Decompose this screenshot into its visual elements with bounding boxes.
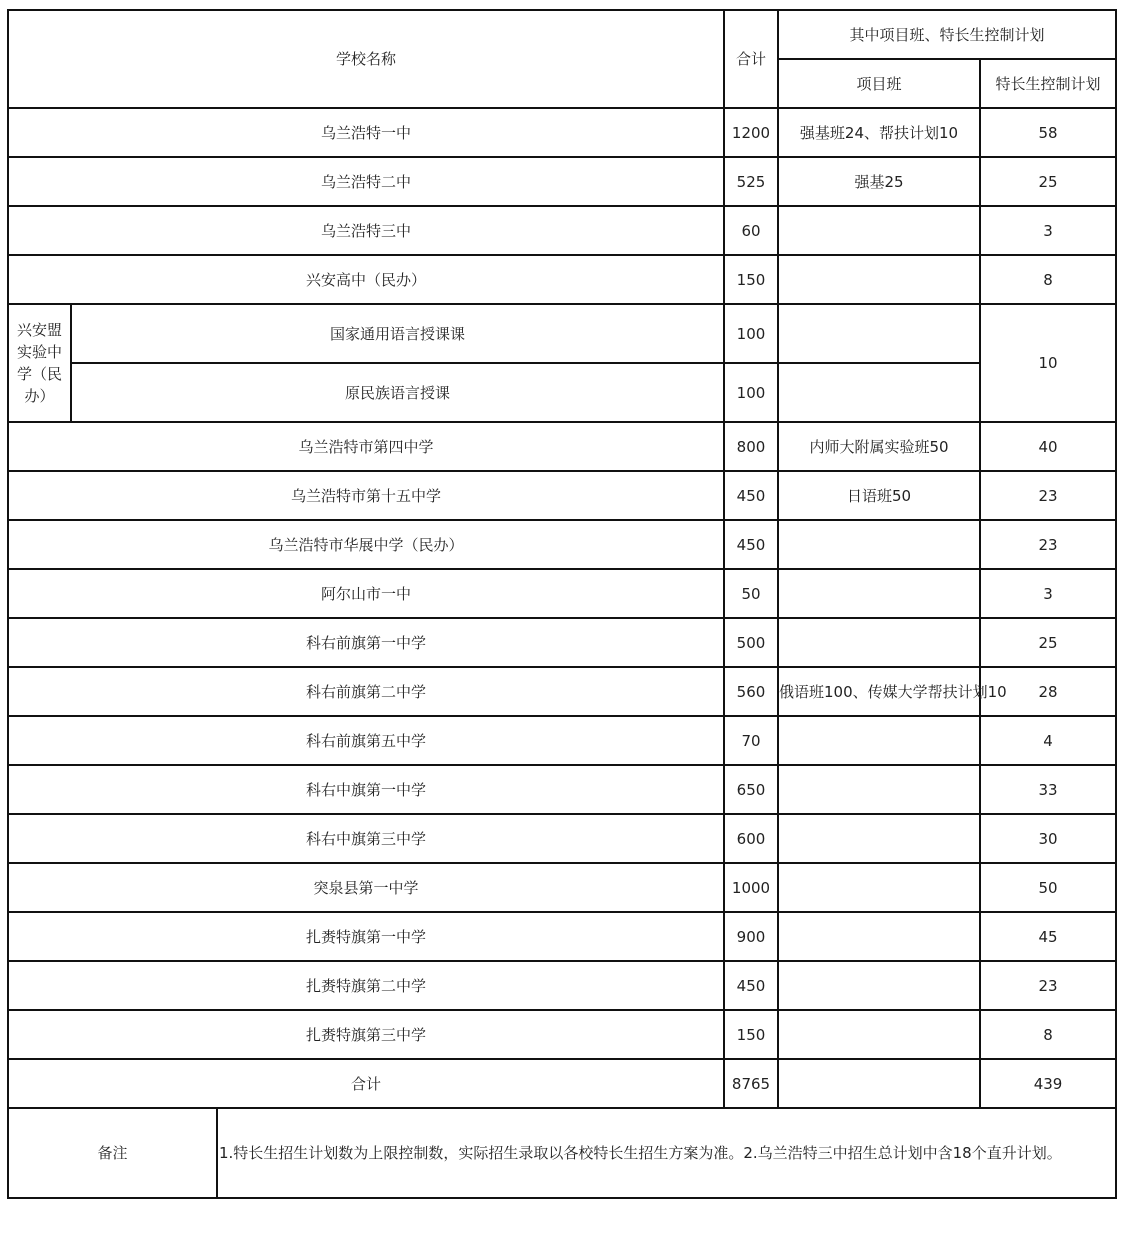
school-specialty: 25: [980, 618, 1116, 667]
school-name: 乌兰浩特市第十五中学: [8, 471, 724, 520]
sub-course-total: 100: [724, 304, 778, 363]
group-school-name: 兴安盟 实验中 学（民 办）: [8, 304, 71, 422]
sum-row: [8, 1059, 1116, 1108]
school-total: 1200: [724, 108, 778, 157]
school-project: 强基班24、帮扶计划10: [778, 108, 980, 157]
sum-label: 合计: [8, 1059, 724, 1108]
table-row: [8, 912, 1116, 961]
header-total: 合计: [724, 10, 778, 108]
school-name: 扎赉特旗第一中学: [8, 912, 724, 961]
school-specialty: 8: [980, 1010, 1116, 1059]
school-specialty: 23: [980, 961, 1116, 1010]
school-name: 乌兰浩特一中: [8, 108, 724, 157]
table-row: [8, 814, 1116, 863]
group-school-specialty: 10: [980, 304, 1116, 422]
school-specialty: 50: [980, 863, 1116, 912]
school-total: 60: [724, 206, 778, 255]
school-total: 50: [724, 569, 778, 618]
school-name: 科右中旗第一中学: [8, 765, 724, 814]
table-row: [8, 618, 1116, 667]
school-name: 突泉县第一中学: [8, 863, 724, 912]
school-name: 兴安高中（民办）: [8, 255, 724, 304]
school-name: 乌兰浩特二中: [8, 157, 724, 206]
school-project: [778, 206, 980, 255]
table-row: [8, 422, 1116, 471]
school-project: [778, 520, 980, 569]
sub-course-name: 原民族语言授课: [71, 363, 724, 422]
header-project-class: 项目班: [778, 59, 980, 108]
table-row: [8, 157, 1116, 206]
table-row: [8, 108, 1116, 157]
school-project: [778, 716, 980, 765]
remark-row: [8, 1108, 1116, 1198]
school-specialty: 23: [980, 520, 1116, 569]
header-school-name: 学校名称: [8, 10, 724, 108]
header-group: 其中项目班、特长生控制计划: [778, 10, 1116, 59]
table-row: [8, 961, 1116, 1010]
table-row: [8, 206, 1116, 255]
school-specialty: 30: [980, 814, 1116, 863]
sum-specialty: 439: [980, 1059, 1116, 1108]
table-row: [8, 765, 1116, 814]
school-project: [778, 765, 980, 814]
school-specialty: 40: [980, 422, 1116, 471]
school-total: 650: [724, 765, 778, 814]
school-project: [778, 863, 980, 912]
school-total: 70: [724, 716, 778, 765]
table-row: [8, 304, 1116, 363]
table-row: [8, 363, 1116, 422]
school-total: 900: [724, 912, 778, 961]
school-project: [778, 255, 980, 304]
school-specialty: 3: [980, 569, 1116, 618]
school-project: [778, 814, 980, 863]
school-name: 乌兰浩特三中: [8, 206, 724, 255]
school-total: 525: [724, 157, 778, 206]
school-total: 500: [724, 618, 778, 667]
table-row: [8, 716, 1116, 765]
sub-course-name: 国家通用语言授课课: [71, 304, 724, 363]
school-total: 600: [724, 814, 778, 863]
school-total: 150: [724, 255, 778, 304]
school-total: 800: [724, 422, 778, 471]
school-name: 扎赉特旗第三中学: [8, 1010, 724, 1059]
table-row: [8, 471, 1116, 520]
school-total: 450: [724, 471, 778, 520]
school-name: 科右前旗第一中学: [8, 618, 724, 667]
header-row-1: [8, 10, 1116, 59]
table-row: [8, 1010, 1116, 1059]
school-name: 科右前旗第二中学: [8, 667, 724, 716]
school-specialty: 3: [980, 206, 1116, 255]
school-specialty: 58: [980, 108, 1116, 157]
school-specialty: 25: [980, 157, 1116, 206]
school-project: [778, 569, 980, 618]
school-project: 强基25: [778, 157, 980, 206]
remark-label: 备注: [8, 1108, 217, 1198]
school-project: [778, 618, 980, 667]
school-name: 乌兰浩特市第四中学: [8, 422, 724, 471]
sum-project: [778, 1059, 980, 1108]
school-project: [778, 912, 980, 961]
sub-course-total: 100: [724, 363, 778, 422]
school-name: 科右前旗第五中学: [8, 716, 724, 765]
table-row: [8, 863, 1116, 912]
school-total: 150: [724, 1010, 778, 1059]
school-specialty: 8: [980, 255, 1116, 304]
school-project: 俄语班100、传媒大学帮扶计划10: [778, 667, 980, 716]
table-row: [8, 255, 1116, 304]
enrollment-plan-table: [7, 9, 1117, 1199]
school-specialty: 28: [980, 667, 1116, 716]
school-total: 450: [724, 961, 778, 1010]
remark-text: 1.特长生招生计划数为上限控制数，实际招生录取以各校特长生招生方案为准。2.乌兰浩特三中招生总计划中含18个直升计划。: [217, 1108, 1116, 1198]
school-specialty: 4: [980, 716, 1116, 765]
school-project: 内师大附属实验班50: [778, 422, 980, 471]
school-specialty: 45: [980, 912, 1116, 961]
school-total: 450: [724, 520, 778, 569]
school-total: 1000: [724, 863, 778, 912]
school-name: 阿尔山市一中: [8, 569, 724, 618]
school-name: 科右中旗第三中学: [8, 814, 724, 863]
sub-course-project: [778, 363, 980, 422]
school-project: [778, 1010, 980, 1059]
school-total: 560: [724, 667, 778, 716]
table-row: [8, 520, 1116, 569]
school-project: [778, 961, 980, 1010]
school-project: 日语班50: [778, 471, 980, 520]
header-specialty-plan: 特长生控制计划: [980, 59, 1116, 108]
school-name: 乌兰浩特市华展中学（民办）: [8, 520, 724, 569]
school-specialty: 33: [980, 765, 1116, 814]
table-row: [8, 569, 1116, 618]
sub-course-project: [778, 304, 980, 363]
table-row: [8, 667, 1116, 716]
school-specialty: 23: [980, 471, 1116, 520]
school-name: 扎赉特旗第二中学: [8, 961, 724, 1010]
sum-total: 8765: [724, 1059, 778, 1108]
